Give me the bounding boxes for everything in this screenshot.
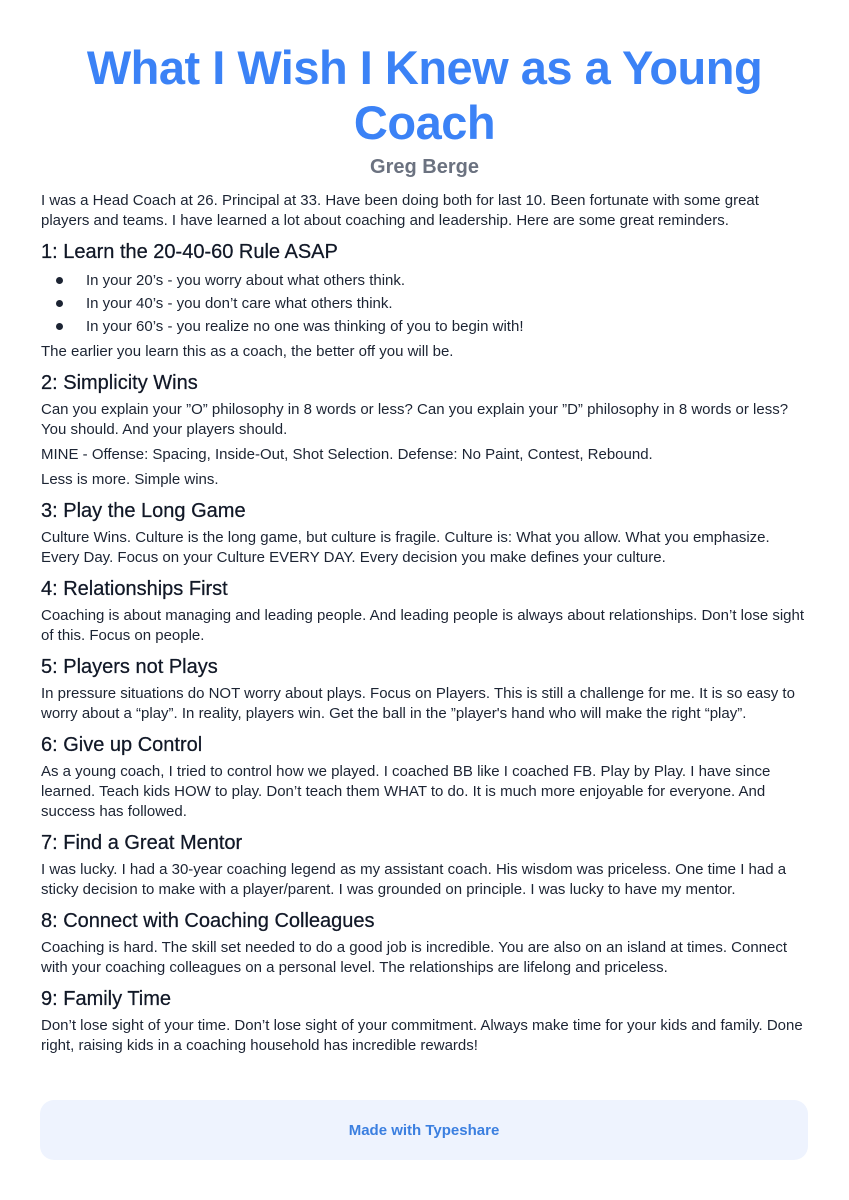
document-page <box>41 0 808 1056</box>
section-paragraph: Don’t lose sight of your time. Don’t lose sight of your commitment. Always make time for your kids and family. Done right, raising kids in a coaching household has incredible rewards! <box>41 1017 803 1054</box>
page-title: What I Wish I Knew as a Young Coach <box>86 41 763 149</box>
section-7 <box>41 830 808 900</box>
section-heading: 9: Family Time <box>41 988 172 1010</box>
section-paragraph: Coaching is hard. The skill set needed to do a good job is incredible. You are also on an island at times. Connect with your coaching colleagues on a personal level. The relationships are lifelong and priceless. <box>41 939 788 976</box>
bullet-list <box>41 269 808 338</box>
section-9 <box>41 986 808 1056</box>
section-8 <box>41 908 808 978</box>
section-heading: 2: Simplicity Wins <box>41 372 198 394</box>
section-4 <box>41 576 808 646</box>
section-paragraph: Less is more. Simple wins. <box>41 471 219 488</box>
section-heading: 1: Learn the 20-40-60 Rule ASAP <box>41 241 338 263</box>
section-paragraph: Can you explain your ”O” philosophy in 8 words or less? Can you explain your ”D” philosophy in 8 words or less? You should. And your players should. <box>41 401 789 438</box>
section-paragraph: MINE - Offense: Spacing, Inside-Out, Shot Selection. Defense: No Paint, Contest, Rebound. <box>41 446 653 463</box>
section-1 <box>41 239 808 362</box>
section-heading: 4: Relationships First <box>41 578 228 600</box>
author-name: Greg Berge <box>370 156 479 178</box>
list-item-text: In your 40’s - you don’t care what others think. <box>86 295 393 312</box>
section-paragraph: The earlier you learn this as a coach, the better off you will be. <box>41 343 454 360</box>
section-paragraph: I was lucky. I had a 30-year coaching legend as my assistant coach. His wisdom was priceless. One time I had a sticky decision to make with a player/parent. I was grounded on principle. I was lucky to have my mentor. <box>41 861 787 898</box>
section-heading: 6: Give up Control <box>41 734 203 756</box>
section-heading: 8: Connect with Coaching Colleagues <box>41 910 375 932</box>
section-heading: 3: Play the Long Game <box>41 500 246 522</box>
section-paragraph: Culture Wins. Culture is the long game, but culture is fragile. Culture is: What you allow. What you emphasize. Every Day. Focus on your Culture EVERY DAY. Every decision you make defines your culture. <box>41 529 770 566</box>
bullet-icon <box>56 300 63 307</box>
section-2 <box>41 370 808 490</box>
bullet-icon <box>56 277 63 284</box>
section-paragraph: Coaching is about managing and leading people. And leading people is always about relationships. Don’t lose sight of this. Focus on people. <box>41 607 805 644</box>
section-paragraph: As a young coach, I tried to control how we played. I coached BB like I coached FB. Play by Play. I have since learned. Teach kids HOW to play. Don’t teach them WHAT to do. It is much more enjoyable for everyone. And success has followed. <box>41 763 771 820</box>
section-3 <box>41 498 808 568</box>
list-item <box>41 292 808 315</box>
list-item <box>41 269 808 292</box>
intro-paragraph: I was a Head Coach at 26. Principal at 33. Have been doing both for last 10. Been fortunate with some great players and teams. I have learned a lot about coaching and leadership. Here are some great reminders. <box>41 192 759 229</box>
section-paragraph: In pressure situations do NOT worry about plays. Focus on Players. This is still a challenge for me. It is so easy to worry about a “play”. In reality, players win. Get the ball in the ”player's hand who will make the right “play”. <box>41 685 795 722</box>
list-item-text: In your 20’s - you worry about what others think. <box>86 272 406 289</box>
bullet-icon <box>56 323 63 330</box>
footer-label: Made with Typeshare <box>348 1121 500 1139</box>
section-heading: 5: Players not Plays <box>41 656 218 678</box>
section-heading: 7: Find a Great Mentor <box>41 832 243 854</box>
section-6 <box>41 732 808 822</box>
made-with-typeshare-banner[interactable] <box>40 1100 808 1160</box>
list-item <box>41 315 808 338</box>
section-5 <box>41 654 808 724</box>
list-item-text: In your 60’s - you realize no one was thinking of you to begin with! <box>86 318 524 335</box>
